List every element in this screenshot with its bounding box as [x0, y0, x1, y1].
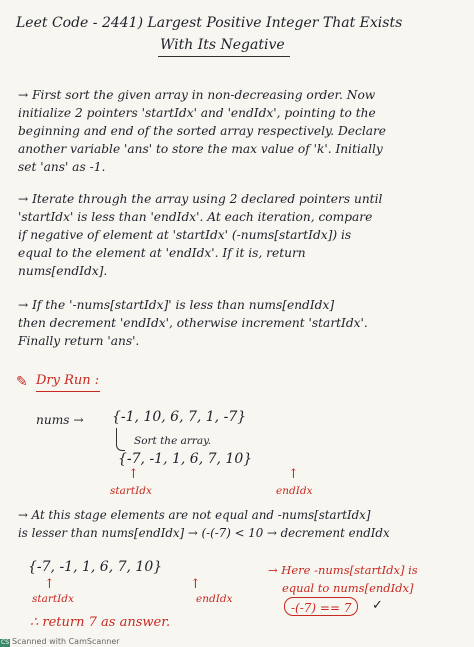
paragraph-line: set 'ans' as -1. [18, 160, 106, 174]
original-array: {-1, 10, 6, 7, 1, -7} [112, 409, 247, 425]
subtitle-underline [158, 56, 290, 57]
paragraph-line: then decrement 'endIdx', otherwise increment 'startIdx'. [18, 316, 368, 330]
dry-run-underline [36, 391, 100, 392]
paragraph-line: initialize 2 pointers 'startIdx' and 'endIdx', pointing to the [18, 106, 376, 120]
paragraph-line: beginning and end of the sorted array respectively. Declare [18, 124, 387, 138]
page-subtitle: With Its Negative [160, 37, 285, 53]
up-arrow-icon: ↑ [128, 467, 139, 482]
sort-arrow [116, 428, 125, 451]
paragraph-line: → If the '-nums[startIdx]' is less than nums[endIdx] [18, 298, 335, 312]
sorted-array: {-7, -1, 1, 6, 7, 10} [118, 451, 253, 467]
paragraph-line: nums[endIdx]. [18, 264, 108, 278]
paragraph-line: is lesser than nums[endIdx] → (-(-7) < 10 → decrement endIdx [18, 526, 390, 540]
dry-run-heading: Dry Run : [36, 373, 100, 388]
final-array: {-7, -1, 1, 6, 7, 10} [28, 559, 163, 575]
paragraph-line: Finally return 'ans'. [18, 334, 140, 348]
equation: -(-7) == 7 [291, 601, 352, 615]
up-arrow-icon: ↑ [44, 577, 55, 592]
pencil-icon: ✎ [16, 374, 28, 390]
paragraph-line: → At this stage elements are not equal and -nums[startIdx] [18, 508, 371, 522]
paragraph-line: if negative of element at 'startIdx' (-nums[startIdx]) is [18, 228, 352, 242]
up-arrow-icon: ↑ [288, 467, 299, 482]
paragraph-line: 'startIdx' is less than 'endIdx'. At each iteration, compare [18, 210, 373, 224]
final-note-line: → Here -nums[startIdx] is [268, 563, 418, 577]
equation-circle [284, 597, 358, 616]
conclusion: ∴ return 7 as answer. [30, 615, 171, 630]
final-note-line: equal to nums[endIdx] [282, 581, 414, 595]
start-idx-label: startIdx [32, 593, 74, 605]
page-title: Leet Code - 2441) Largest Positive Integer That Exists [16, 15, 403, 31]
paragraph-line: → First sort the given array in non-decreasing order. Now [18, 88, 376, 102]
end-idx-label: endIdx [276, 485, 313, 497]
paragraph-line: equal to the element at 'endIdx'. If it is, return [18, 246, 306, 260]
paragraph-line: → Iterate through the array using 2 declared pointers until [18, 192, 383, 206]
footer-text: Scanned with CamScanner [12, 637, 120, 646]
paragraph-line: another variable 'ans' to store the max value of 'k'. Initially [18, 142, 383, 156]
check-icon: ✓ [372, 598, 383, 613]
scanner-watermark [0, 637, 120, 647]
up-arrow-icon: ↑ [190, 577, 201, 592]
camscanner-logo-icon: CS [1, 639, 9, 646]
nums-label: nums → [36, 413, 84, 427]
sort-note: Sort the array. [134, 435, 212, 447]
end-idx-label: endIdx [196, 593, 233, 605]
start-idx-label: startIdx [110, 485, 152, 497]
